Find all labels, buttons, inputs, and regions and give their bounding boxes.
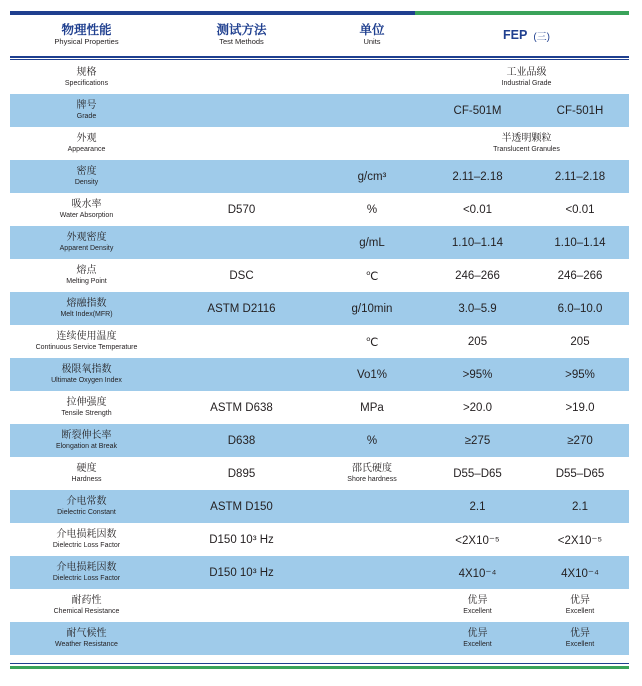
value-en: Excellent <box>463 608 492 615</box>
unit-cell: g/cm³ <box>357 170 387 183</box>
property-cell <box>10 595 163 616</box>
property-cn: 吸水率 <box>71 199 102 210</box>
value-cell-cf501m: >20.0 <box>462 401 493 414</box>
unit-cn: 邵氏硬度 <box>352 463 392 474</box>
property-en: Melt Index(MFR) <box>60 311 113 318</box>
property-cell <box>10 166 163 187</box>
header-units-cn: 单位 <box>359 23 385 37</box>
value-cell-cf501m <box>424 628 531 649</box>
value-cell-cf501m <box>424 595 531 616</box>
property-cn: 牌号 <box>76 100 97 111</box>
property-cn: 耐气候性 <box>66 628 107 639</box>
header-rule-thin <box>10 59 629 60</box>
unit-cell: % <box>366 203 378 216</box>
method-cell: D150 10³ Hz <box>209 566 274 579</box>
property-cn: 拉伸强度 <box>66 397 107 408</box>
value-cell-cf501m: D55–D65 <box>453 467 502 480</box>
header-fep <box>424 15 629 55</box>
value-cell-cf501h: CF-501H <box>556 104 604 117</box>
property-cn: 外观密度 <box>66 232 107 243</box>
property-en: Specifications <box>64 80 109 87</box>
property-cell <box>10 199 163 220</box>
value-cell-cf501h: >19.0 <box>565 401 595 414</box>
value-cn: 优异 <box>570 628 590 639</box>
value-cn: 优异 <box>467 595 488 606</box>
header-fep-sub: (三) <box>533 31 550 43</box>
value-cell-cf501h: 246–266 <box>557 269 603 282</box>
property-en: Tensile Strength <box>61 410 112 417</box>
header-units <box>320 15 424 55</box>
value-cell-cf501h: 2.1 <box>572 500 588 513</box>
table-row <box>10 160 629 193</box>
property-en: Chemical Resistance <box>53 608 120 615</box>
value-cell-cf501h: <0.01 <box>565 203 595 216</box>
value-cell-cf501m: 205 <box>467 335 488 348</box>
property-cn: 介电常数 <box>66 496 107 507</box>
value-cell-cf501h: D55–D65 <box>555 467 605 480</box>
property-cell <box>10 628 163 649</box>
table-row <box>10 325 629 358</box>
property-cn: 极限氧指数 <box>61 364 112 375</box>
property-cell <box>10 529 163 550</box>
property-en: Dielectric Loss Factor <box>52 542 121 549</box>
property-cn: 规格 <box>76 67 97 78</box>
value-cell-cf501h <box>531 628 629 649</box>
unit-cell: g/mL <box>359 236 385 249</box>
value-cell-cf501m: <2X10⁻⁵ <box>455 534 500 547</box>
property-cell <box>10 496 163 517</box>
value-cell-cf501h: 1.10–1.14 <box>554 236 606 249</box>
table-row <box>10 358 629 391</box>
method-cell: ASTM D638 <box>210 401 273 414</box>
unit-cell: ℃ <box>365 336 379 349</box>
value-en: Excellent <box>565 608 595 615</box>
value-en: Translucent Granules <box>493 146 560 153</box>
property-en: Apparent Density <box>59 245 114 252</box>
value-cell-cf501h: >95% <box>565 368 595 381</box>
method-cell: DSC <box>229 269 254 282</box>
property-cn: 硬度 <box>76 463 97 474</box>
unit-cell: % <box>366 434 378 447</box>
property-cell <box>10 430 163 451</box>
property-cn: 熔点 <box>76 265 97 276</box>
table-row <box>10 193 629 226</box>
property-cell <box>10 232 163 253</box>
property-cn: 耐药性 <box>71 595 102 606</box>
bottom-rule-green <box>10 666 629 669</box>
value-cn: 半透明颗粒 <box>501 133 552 144</box>
table-row <box>10 589 629 622</box>
value-cell-cf501m: 2.1 <box>469 500 486 513</box>
unit-cell: Vo1% <box>356 368 388 381</box>
table-row <box>10 127 629 160</box>
value-cell-cf501h: 4X10⁻⁴ <box>561 567 599 580</box>
merged-value-cell <box>424 67 629 88</box>
value-en: Excellent <box>463 641 492 648</box>
method-cell: D150 10³ Hz <box>209 533 274 546</box>
method-cell: D895 <box>227 467 256 480</box>
table-row <box>10 622 629 655</box>
table-header <box>10 15 629 55</box>
property-en: Grade <box>76 113 97 120</box>
property-cn: 密度 <box>76 166 97 177</box>
value-cell-cf501m: 1.10–1.14 <box>451 236 504 249</box>
table-row <box>10 523 629 556</box>
property-cell <box>10 298 163 319</box>
property-en: Hardness <box>71 476 102 483</box>
header-rule-thick <box>10 56 629 58</box>
property-en: Appearance <box>67 146 106 153</box>
bottom-rule-thin <box>10 663 629 664</box>
table-row <box>10 61 629 94</box>
value-cn: 优异 <box>570 595 590 606</box>
table-row <box>10 94 629 127</box>
property-en: Continuous Service Temperature <box>35 344 138 351</box>
table-row <box>10 391 629 424</box>
property-en: Elongation at Break <box>55 443 118 450</box>
unit-cell <box>320 463 424 484</box>
property-en: Weather Resistance <box>55 641 118 648</box>
value-cell-cf501m: 246–266 <box>455 269 500 282</box>
property-en: Melting Point <box>66 278 107 285</box>
value-cn: 工业品级 <box>506 67 547 78</box>
method-cell: ASTM D2116 <box>207 302 276 315</box>
method-cell: D570 <box>227 203 256 216</box>
property-cell <box>10 397 163 418</box>
value-cell-cf501h: ≥270 <box>567 434 593 447</box>
header-properties-en: Physical Properties <box>54 37 119 46</box>
value-cell-cf501h: 6.0–10.0 <box>557 302 603 315</box>
unit-cell: MPa <box>360 401 384 414</box>
property-cn: 介电损耗因数 <box>56 529 117 540</box>
property-cell <box>10 331 163 352</box>
property-cn: 外观 <box>76 133 97 144</box>
method-cell: D638 <box>227 434 256 447</box>
value-cell-cf501h: <2X10⁻⁵ <box>557 534 603 547</box>
value-cell-cf501m: CF-501M <box>453 104 502 117</box>
table-row <box>10 292 629 325</box>
table-row <box>10 490 629 523</box>
value-cell-cf501m: ≥275 <box>464 434 491 447</box>
value-cell-cf501m: 3.0–5.9 <box>458 302 497 315</box>
header-methods-cn: 测试方法 <box>216 23 267 37</box>
property-en: Dielectric Loss Factor <box>52 575 121 582</box>
value-en: Industrial Grade <box>501 80 552 87</box>
table-row <box>10 556 629 589</box>
value-cell-cf501h: 205 <box>570 335 590 348</box>
unit-cell: ℃ <box>365 270 379 283</box>
table-body <box>10 61 629 655</box>
header-fep-title: FEP <box>503 28 528 42</box>
property-cell <box>10 364 163 385</box>
value-cell-cf501m: 4X10⁻⁴ <box>458 567 497 580</box>
value-en: Excellent <box>565 641 595 648</box>
property-cn: 介电损耗因数 <box>56 562 117 573</box>
table-row <box>10 226 629 259</box>
header-methods <box>163 15 320 55</box>
table-row <box>10 457 629 490</box>
header-units-en: Units <box>363 37 381 46</box>
property-cell <box>10 265 163 286</box>
property-cn: 断裂伸长率 <box>61 430 112 441</box>
value-cell-cf501m: <0.01 <box>462 203 493 216</box>
unit-cell: g/10min <box>351 302 393 315</box>
header-properties-cn: 物理性能 <box>61 23 112 37</box>
header-properties <box>10 15 163 55</box>
table-row <box>10 424 629 457</box>
property-en: Water Absorption <box>59 212 114 219</box>
merged-value-cell <box>424 133 629 154</box>
property-cell <box>10 562 163 583</box>
property-cell <box>10 133 163 154</box>
property-cell <box>10 100 163 121</box>
header-methods-en: Test Methods <box>219 37 264 46</box>
property-en: Ultimate Oxygen Index <box>51 377 122 384</box>
property-en: Density <box>74 179 99 186</box>
unit-en: Shore hardness <box>347 476 397 483</box>
value-cell-cf501h: 2.11–2.18 <box>554 170 606 183</box>
property-cell <box>10 67 163 88</box>
value-cell-cf501m: >95% <box>462 368 493 381</box>
value-cell-cf501h <box>531 595 629 616</box>
table-row <box>10 259 629 292</box>
property-cn: 连续使用温度 <box>56 331 117 342</box>
property-cn: 熔融指数 <box>66 298 107 309</box>
value-cn: 优异 <box>467 628 488 639</box>
value-cell-cf501m: 2.11–2.18 <box>452 170 503 183</box>
method-cell: ASTM D150 <box>210 500 273 513</box>
property-cell <box>10 463 163 484</box>
property-en: Dielectric Constant <box>57 509 116 516</box>
